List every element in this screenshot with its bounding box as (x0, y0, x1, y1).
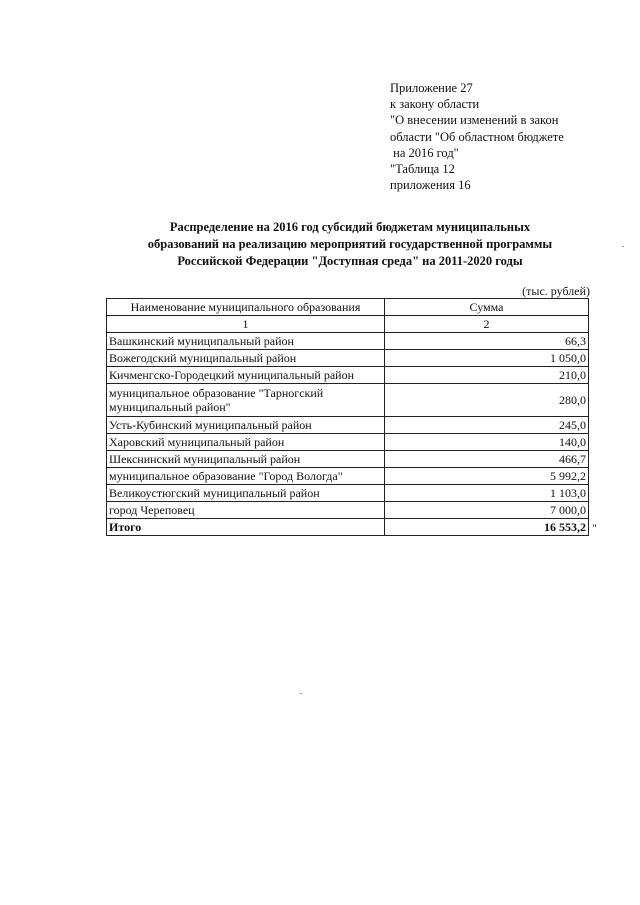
row-sum: 245,0 (385, 417, 589, 434)
title-line-3: Российской Федерации "Доступная среда" на 2011-2020 годы (177, 254, 523, 268)
row-sum: 66,3 (385, 333, 589, 350)
row-name: Вожегодский муниципальный район (107, 350, 385, 367)
header-name: Наименование муниципального образования (107, 299, 385, 316)
closing-quote: " (592, 521, 597, 535)
row-sum: 210,0 (385, 367, 589, 384)
distribution-table (106, 298, 589, 536)
total-label: Итого (107, 519, 385, 536)
row-sum: 1 103,0 (385, 485, 589, 502)
document-title (110, 219, 590, 270)
row-sum: 5 992,2 (385, 468, 589, 485)
row-name: Великоустюгский муниципальный район (107, 485, 385, 502)
table-row (107, 485, 589, 502)
table-row (107, 417, 589, 434)
scan-speck (622, 246, 624, 247)
table-row (107, 384, 589, 417)
title-line-2: образований на реализацию мероприятий государственной программы (147, 237, 553, 251)
units-label: (тыс. рублей) (522, 284, 590, 298)
row-name: Вашкинский муниципальный район (107, 333, 385, 350)
table-row (107, 468, 589, 485)
table-row (107, 451, 589, 468)
scan-speck (300, 693, 302, 694)
title-line-1: Распределение на 2016 год субсидий бюджетам муниципальных (169, 220, 531, 234)
appendix-header (390, 80, 620, 193)
appendix-line: области "Об областном бюджете (390, 129, 564, 144)
column-number: 2 (385, 316, 589, 333)
row-sum: 7 000,0 (385, 502, 589, 519)
row-sum: 1 050,0 (385, 350, 589, 367)
row-name: Усть-Кубинский муниципальный район (107, 417, 385, 434)
table-row (107, 367, 589, 384)
row-name: Шекснинский муниципальный район (107, 451, 385, 468)
appendix-line: "О внесении изменений в закон (390, 113, 559, 128)
total-sum: 16 553,2 (385, 519, 589, 536)
table-row (107, 434, 589, 451)
column-number-row (107, 316, 589, 333)
appendix-line: "Таблица 12 (390, 162, 455, 177)
appendix-line: Приложение 27 (390, 81, 473, 95)
row-name: муниципальное образование "Тарногский муниципальный район" (107, 384, 385, 417)
row-name: Кичменгско-Городецкий муниципальный район (107, 367, 385, 384)
table-row (107, 350, 589, 367)
row-name: Харовский муниципальный район (107, 434, 385, 451)
table-header-row (107, 299, 589, 316)
total-row (107, 519, 589, 536)
row-name: муниципальное образование "Город Вологда" (107, 468, 385, 485)
row-sum: 280,0 (385, 384, 589, 417)
table-row (107, 502, 589, 519)
header-sum: Сумма (385, 299, 589, 316)
appendix-line: на 2016 год" (390, 145, 459, 160)
row-name: город Череповец (107, 502, 385, 519)
appendix-line: приложения 16 (390, 178, 471, 193)
column-number: 1 (107, 316, 385, 333)
row-sum: 466,7 (385, 451, 589, 468)
row-sum: 140,0 (385, 434, 589, 451)
appendix-line: к закону области (390, 97, 480, 112)
table-row (107, 333, 589, 350)
